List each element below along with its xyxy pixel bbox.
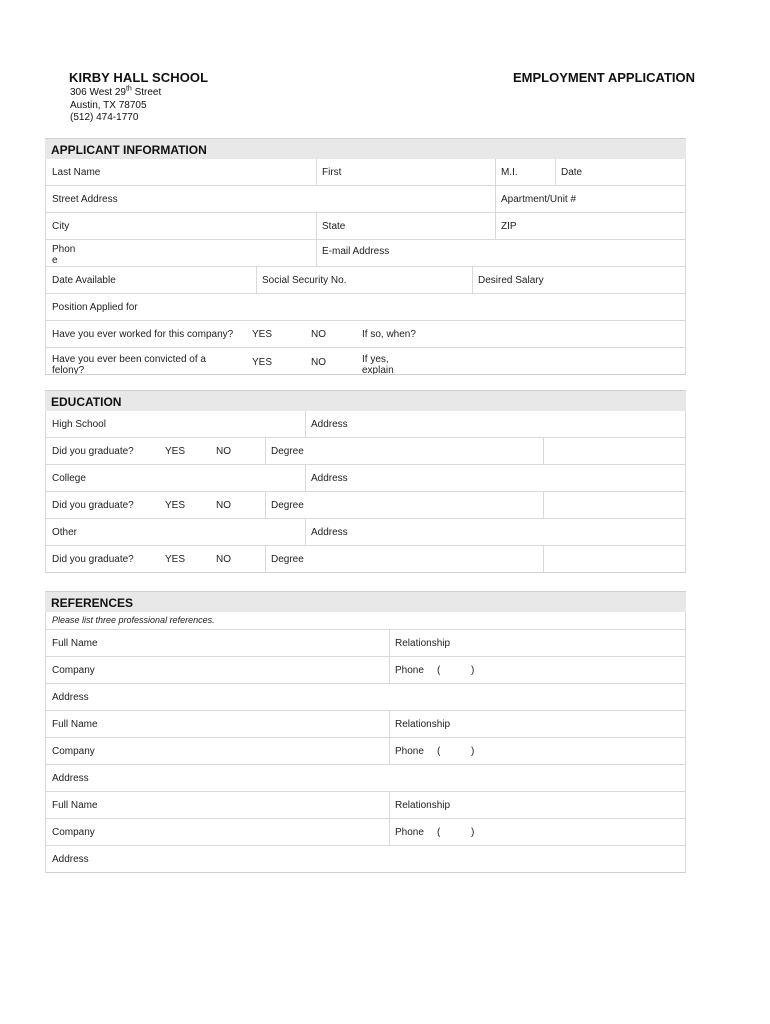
college-degree-field[interactable]: Degree: [271, 500, 304, 511]
worked-yes-option[interactable]: YES: [252, 329, 273, 340]
applicant-information-section: [45, 138, 686, 375]
position-field[interactable]: Position Applied for: [52, 302, 138, 313]
section-title: APPLICANT INFORMATION: [45, 138, 686, 159]
school-name: KIRBY HALL SCHOOL: [69, 70, 209, 85]
if-so-when-field[interactable]: If so, when?: [362, 329, 416, 340]
worked-before-question: Have you ever worked for this company?: [52, 329, 234, 340]
graduate-question: Did you graduate?: [52, 446, 134, 457]
reference-2-name-row: [45, 711, 686, 738]
school-phone: (512) 474-1770: [70, 112, 139, 123]
reference-2-company-row: [45, 738, 686, 765]
street-address-field[interactable]: Street Address: [52, 194, 118, 205]
college-field[interactable]: College: [52, 473, 86, 484]
contact-row: [45, 240, 686, 267]
position-row: [45, 294, 686, 321]
phone-paren-open: (: [437, 746, 441, 757]
references-note: Please list three professional references.: [52, 615, 215, 625]
other-school-field[interactable]: Other: [52, 527, 78, 538]
phone-paren-open: (: [437, 665, 441, 676]
date-available-field[interactable]: Date Available: [52, 275, 116, 286]
date-field[interactable]: Date: [561, 167, 583, 178]
reference-2-company-field[interactable]: Company: [52, 746, 95, 757]
other-row: [45, 519, 686, 546]
desired-salary-field[interactable]: Desired Salary: [478, 275, 544, 286]
college-graduate-row: [45, 492, 686, 519]
city-field[interactable]: City: [52, 221, 70, 232]
zip-field[interactable]: ZIP: [501, 221, 517, 232]
reference-2-relationship-field[interactable]: Relationship: [395, 719, 451, 730]
high-school-degree-field[interactable]: Degree: [271, 446, 304, 457]
reference-3-company-row: [45, 819, 686, 846]
state-field[interactable]: State: [322, 221, 346, 232]
other-address-field[interactable]: Address: [311, 527, 348, 538]
phone-paren-close: ): [471, 746, 475, 757]
reference-1-relationship-field[interactable]: Relationship: [395, 638, 451, 649]
reference-2-phone-field[interactable]: Phone: [395, 746, 424, 757]
first-name-field[interactable]: First: [322, 167, 342, 178]
worked-before-row: [45, 321, 686, 348]
college-yes-option[interactable]: YES: [165, 500, 186, 511]
high-school-yes-option[interactable]: YES: [165, 446, 186, 457]
high-school-no-option[interactable]: NO: [216, 446, 231, 457]
other-no-option[interactable]: NO: [216, 554, 231, 565]
phone-paren-close: ): [471, 827, 475, 838]
college-no-option[interactable]: NO: [216, 500, 231, 511]
if-yes-explain-field[interactable]: If yes, explain: [362, 354, 394, 375]
reference-1-company-row: [45, 657, 686, 684]
reference-2-address-field[interactable]: Address: [52, 773, 89, 784]
college-row: [45, 465, 686, 492]
reference-2-full-name-field[interactable]: Full Name: [52, 719, 98, 730]
phone-paren-open: (: [437, 827, 441, 838]
other-degree-field[interactable]: Degree: [271, 554, 304, 565]
email-field[interactable]: E-mail Address: [322, 246, 390, 257]
felony-row: [45, 348, 686, 375]
high-school-address-field[interactable]: Address: [311, 419, 348, 430]
reference-1-phone-field[interactable]: Phone: [395, 665, 424, 676]
felony-yes-option[interactable]: YES: [252, 357, 273, 368]
reference-3-full-name-field[interactable]: Full Name: [52, 800, 98, 811]
college-address-field[interactable]: Address: [311, 473, 348, 484]
reference-3-relationship-field[interactable]: Relationship: [395, 800, 451, 811]
references-note-row: [45, 612, 686, 630]
apartment-field[interactable]: Apartment/Unit #: [501, 194, 577, 205]
school-street-address: 306 West 29th Street: [70, 85, 162, 98]
reference-1-address-field[interactable]: Address: [52, 692, 89, 703]
reference-1-company-field[interactable]: Company: [52, 665, 95, 676]
school-city-line: Austin, TX 78705: [70, 100, 147, 111]
section-title: REFERENCES: [45, 591, 686, 612]
high-school-field[interactable]: High School: [52, 419, 106, 430]
reference-1-address-row: [45, 684, 686, 711]
reference-3-company-field[interactable]: Company: [52, 827, 95, 838]
reference-3-phone-field[interactable]: Phone: [395, 827, 424, 838]
name-row: [45, 159, 686, 186]
high-school-row: [45, 411, 686, 438]
reference-3-address-field[interactable]: Address: [52, 854, 89, 865]
reference-3-name-row: [45, 792, 686, 819]
reference-3-address-row: [45, 846, 686, 873]
worked-no-option[interactable]: NO: [311, 329, 326, 340]
city-row: [45, 213, 686, 240]
felony-question: Have you ever been convicted of a felony?: [52, 354, 206, 375]
last-name-field[interactable]: Last Name: [52, 167, 101, 178]
availability-row: [45, 267, 686, 294]
reference-1-name-row: [45, 630, 686, 657]
references-section: [45, 591, 686, 873]
high-school-graduate-row: [45, 438, 686, 465]
other-graduate-row: [45, 546, 686, 573]
form-title: EMPLOYMENT APPLICATION: [513, 70, 695, 85]
education-section: [45, 390, 686, 573]
middle-initial-field[interactable]: M.I.: [501, 167, 518, 178]
phone-paren-close: ): [471, 665, 475, 676]
reference-1-full-name-field[interactable]: Full Name: [52, 638, 98, 649]
reference-2-address-row: [45, 765, 686, 792]
other-yes-option[interactable]: YES: [165, 554, 186, 565]
street-row: [45, 186, 686, 213]
section-title: EDUCATION: [45, 390, 686, 411]
phone-field[interactable]: Phon e: [52, 244, 76, 266]
graduate-question: Did you graduate?: [52, 500, 134, 511]
ssn-field[interactable]: Social Security No.: [262, 275, 347, 286]
felony-no-option[interactable]: NO: [311, 357, 326, 368]
graduate-question: Did you graduate?: [52, 554, 134, 565]
